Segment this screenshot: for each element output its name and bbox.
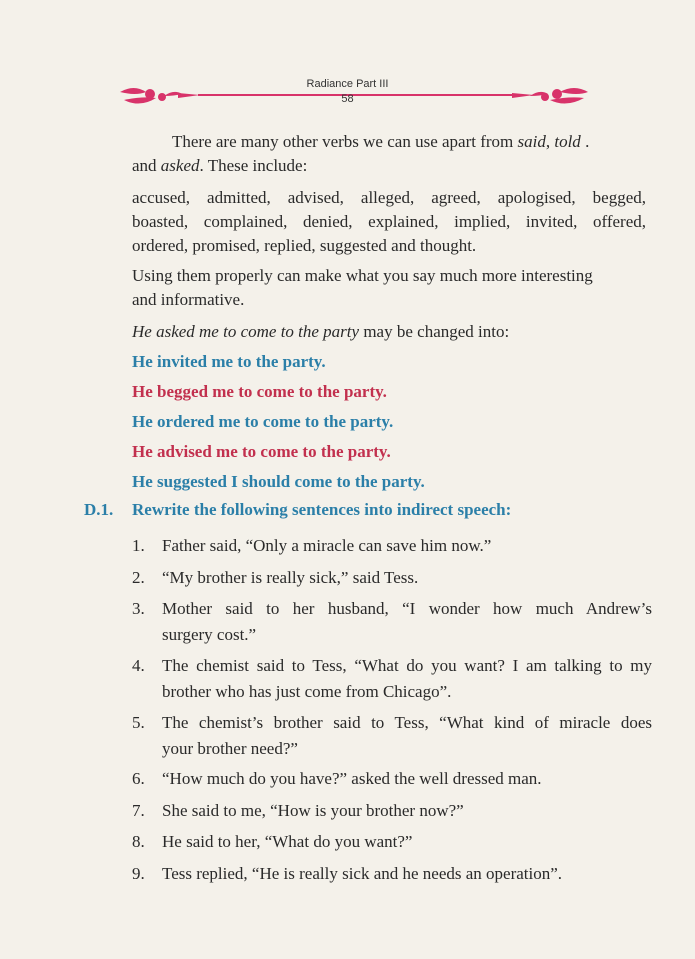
question-text: The chemist’s brother said to Tess, “What kind of miracle does: [162, 713, 652, 732]
verbs-line-1: accused, admitted, advised, alleged, agreed, apologised, begged,: [132, 188, 646, 207]
question-text: Mother said to her husband, “I wonder how much Andrew’s: [162, 599, 652, 618]
question-number: 4.: [132, 656, 145, 675]
separator: .: [580, 132, 590, 151]
example-rest: may be changed into:: [359, 322, 510, 341]
question-number: 8.: [132, 832, 145, 851]
intro-line-2: [132, 154, 307, 178]
question-number: 6.: [132, 769, 145, 788]
verbs-line-3: ordered, promised, replied, suggested and thought.: [132, 236, 477, 255]
verb-told: told: [554, 132, 581, 151]
intro-text: and: [132, 156, 161, 175]
question-number: 9.: [132, 864, 145, 883]
example-intro: [132, 320, 509, 344]
intro-text: . These include:: [199, 156, 308, 175]
question-number: 7.: [132, 801, 145, 820]
section-title: Rewrite the following sentences into indirect speech:: [132, 500, 512, 519]
intro-line-1: [172, 130, 589, 154]
question-text: She said to me, “How is your brother now?”: [162, 801, 464, 820]
question-text-cont: surgery cost.”: [162, 625, 257, 644]
question-text-cont: brother who has just come from Chicago”.: [162, 682, 452, 701]
example-5: He suggested I should come to the party.: [132, 472, 425, 491]
example-1: He invited me to the party.: [132, 352, 326, 371]
example-3: He ordered me to come to the party.: [132, 412, 394, 431]
question-text: He said to her, “What do you want?”: [162, 832, 413, 851]
section-number: D.1.: [84, 500, 114, 519]
question-number: 1.: [132, 536, 145, 555]
example-sentence: He asked me to come to the party: [132, 322, 360, 341]
question-number: 2.: [132, 568, 145, 587]
question-text: “My brother is really sick,” said Tess.: [162, 568, 419, 587]
verbs-line-2: boasted, complained, denied, explained, implied, invited, offered,: [132, 212, 646, 231]
page-number: 58: [341, 93, 354, 105]
question-text: Tess replied, “He is really sick and he needs an operation”.: [162, 864, 563, 883]
example-2: He begged me to come to the party.: [132, 382, 387, 401]
book-title: Radiance Part III: [306, 78, 389, 90]
example-4: He advised me to come to the party.: [132, 442, 391, 461]
separator: ,: [545, 132, 555, 151]
using-line-2: and informative.: [132, 290, 245, 309]
page-header: [0, 78, 695, 118]
question-text: “How much do you have?” asked the well dressed man.: [162, 769, 542, 788]
verb-asked: asked: [160, 156, 200, 175]
question-number: 3.: [132, 599, 145, 618]
question-number: 5.: [132, 713, 145, 732]
question-text-cont: your brother need?”: [162, 739, 298, 758]
intro-text: There are many other verbs we can use apart from: [172, 132, 518, 151]
verb-said: said: [517, 132, 546, 151]
question-text: The chemist said to Tess, “What do you want? I am talking to my: [162, 656, 652, 675]
using-line-1: Using them properly can make what you say much more interesting: [132, 266, 593, 285]
question-text: Father said, “Only a miracle can save him now.”: [162, 536, 492, 555]
